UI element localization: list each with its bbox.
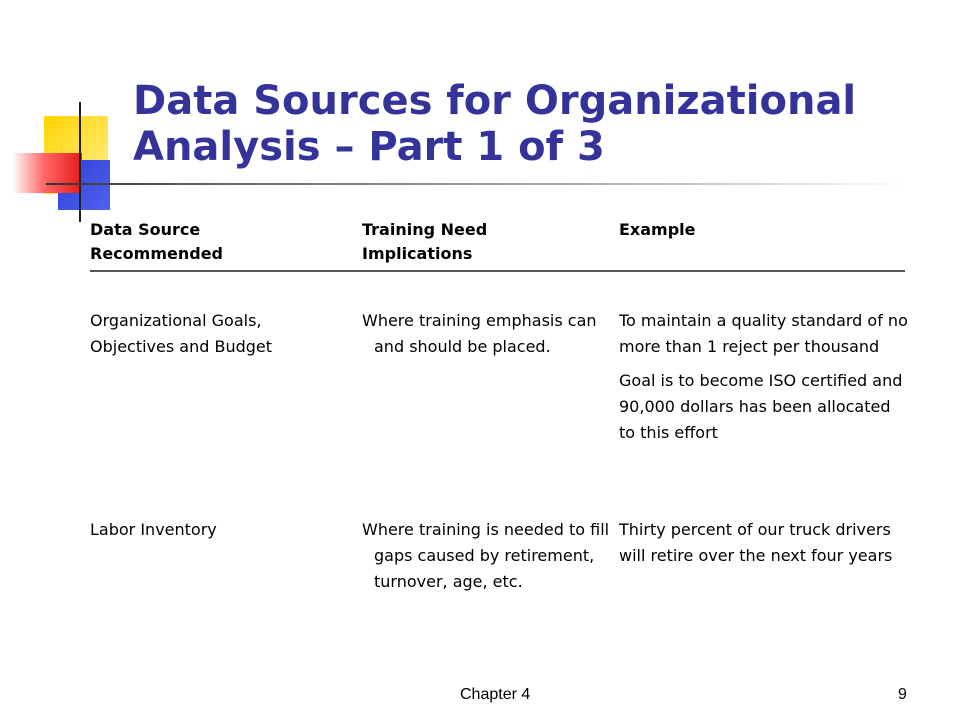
header-data-source (90, 218, 350, 266)
header-data-source-line-2: Recommended (90, 244, 223, 263)
implication-text: Where training emphasis can and should be placed. (362, 311, 597, 356)
header-example (619, 218, 909, 242)
header-training-need (362, 218, 612, 266)
row-example (619, 517, 909, 569)
title-underline (46, 183, 910, 185)
header-data-source-line-1: Data Source (90, 220, 201, 239)
data-sources-table (90, 218, 908, 591)
row-data-source (90, 517, 350, 543)
footer-chapter: Chapter 4 (460, 686, 531, 703)
example-text: Thirty percent of our truck drivers will retire over the next four years (619, 520, 893, 565)
header-training-need-line-1: Training Need (362, 220, 488, 239)
slide-title-line-2: Analysis – Part 1 of 3 (133, 124, 605, 170)
page-number: 9 (898, 686, 907, 703)
slide-title-line-1: Data Sources for Organizational (133, 78, 857, 124)
row-data-source (90, 308, 350, 360)
example-text: To maintain a quality standard of no more than 1 reject per thousand (619, 311, 908, 356)
table-header-row (90, 218, 905, 272)
header-example-line-1: Example (619, 220, 696, 239)
source-text: Labor Inventory (90, 520, 217, 539)
decor-red-bar (12, 153, 82, 193)
example-text: Goal is to become ISO certified and 90,000 dollars has been allocated to this effort (619, 371, 903, 442)
row-example (619, 308, 909, 446)
implication-text: Where training is needed to fill gaps caused by retirement, turnover, age, etc. (362, 520, 610, 591)
decor-vertical-line (79, 102, 81, 222)
row-implication (362, 517, 612, 595)
source-text: Organizational Goals, (90, 311, 262, 330)
row-implication (362, 308, 612, 360)
header-training-need-line-2: Implications (362, 244, 473, 263)
source-text: Objectives and Budget (90, 337, 273, 356)
slide-title (133, 78, 913, 170)
